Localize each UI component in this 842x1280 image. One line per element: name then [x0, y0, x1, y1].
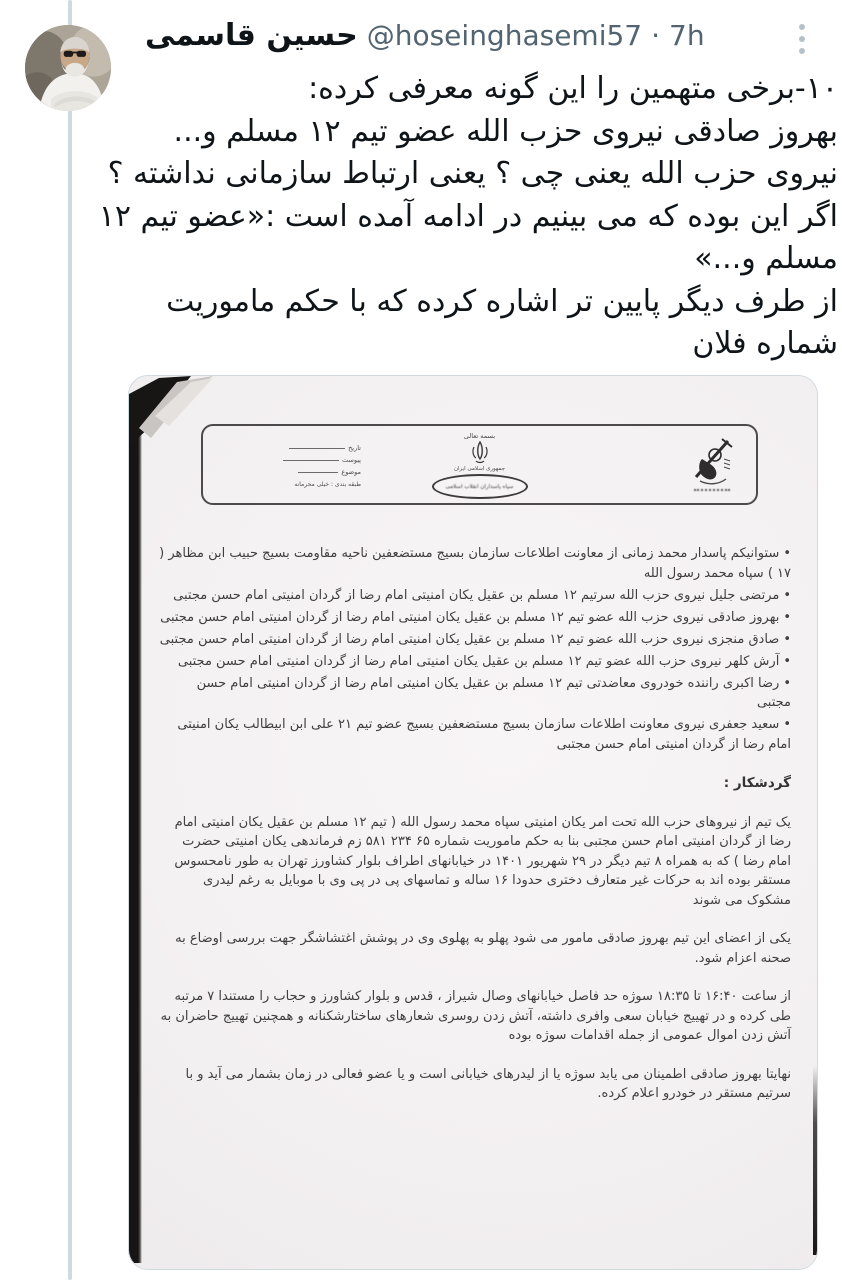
photo-dark-edge [129, 402, 142, 1263]
timestamp[interactable]: 7h [669, 19, 705, 52]
document-body [159, 544, 791, 1104]
iran-emblem-icon [470, 441, 490, 465]
bullet-marker: • [783, 653, 791, 669]
bullet-text: ستوانیکم پاسدار محمد زمانی از معاونت اطلاعات سازمان بسیج مستضعفین ناحیه مقاومت بسیج حبیب ابن مظاهر ( ۱۷ ) سپاه محمد رسول الله [159, 546, 791, 581]
letterhead-center [203, 432, 756, 499]
tweet-text-line: مسلم و...» [694, 241, 838, 276]
document-bullet [159, 630, 791, 650]
sepah-logo-icon [688, 433, 738, 491]
document-paragraph: یک تیم از نیروهای حزب الله تحت امر یکان امنیتی سپاه محمد رسول الله ( تیم ۱۲ مسلم بن عقیل یکان امنیتی امام رضا از گردان امنیتی امام حسن مجتبی بنا به حکم ماموریت شماره ۶۵ ۲۳۴ ۵۸۱ زم فرماندهی یکان امنیتی حضرت امام رضا ) که به همراه ۸ تیم دیگر در ۲۹ شهریور ۱۴۰۱ در خیابانهای اطراف بلوار کشاورز تهران به طور نامحسوس مستقر بوده اند به حرکات غیر متعارف دختری حدودا ۱۶ ساله و تماسهای پی در پی وی با موبایل به رغم لیدری مشکوک می شوند [174, 814, 791, 908]
classification-label: طبقه بندی : خیلی محرمانه [294, 480, 361, 488]
photo-dark-edge-right [813, 1066, 817, 1255]
document-bullet [159, 544, 791, 583]
bullet-text: سعید جعفری نیروی معاونت اطلاعات سازمان بسیج مستضعفین بسیج عضو تیم ۲۱ علی ابن ابیطالب یکان امنیتی امام رضا از گردان امنیتی امام حسن مجتبی [177, 717, 791, 752]
document-paragraph: یکی از اعضای این تیم بهروز صادقی مامور می شود پهلو به پهلوی وی در پوشش اغتشاشگر جهت بررسی اوضاع به صحنه اعزام شود. [175, 931, 791, 966]
document-bullet [159, 674, 791, 713]
bullet-text: بهروز صادقی نیروی حزب الله عضو تیم ۱۲ مسلم بن عقیل یکان امنیتی امام رضا از گردان امنیتی امام حسن مجتبی [160, 609, 780, 625]
tweet-header [145, 18, 772, 53]
document-paragraph: از ساعت ۱۶:۴۰ تا ۱۸:۳۵ سوژه حد فاصل خیابانهای وصال شیراز ، قدس و بلوار کشاورز و حجاب را مستندا ۷ مرتبه طی کرده و در تهییج خیابان سعی وافری داشته، آتش زدن روسری شعارهای ساختارشکنانه و همچنین تهییج حاضران به آتش زدن اموال عمومی از جمله اقدامات سوژه بوده [160, 989, 791, 1043]
tweet-text[interactable] [98, 68, 838, 366]
tweet-text-line: ۱۰-برخی متهمین را این گونه معرفی کرده: [308, 71, 838, 106]
field-label: تاریخ [348, 444, 361, 452]
author-name[interactable]: حسین قاسمی [145, 18, 358, 53]
avatar[interactable] [25, 25, 111, 111]
bullet-marker: • [783, 717, 791, 732]
header-separator: · [651, 19, 661, 52]
tweet-text-line: اگر این بوده که می بینیم در ادامه آمده است :«عضو تیم ۱۲ [98, 198, 838, 234]
bismillah-text: بسمه تعالی [463, 432, 496, 440]
avatar-portrait [25, 25, 111, 111]
more-vertical-icon [799, 24, 805, 54]
bullet-text: صادق منجزی نیروی حزب الله عضو تیم ۱۲ مسلم بن عقیل یکان امنیتی امام رضا از گردان امنیتی امام حسن مجتبی [159, 631, 780, 647]
document-paragraph: نهایتا بهروز صادقی اطمینان می یابد سوژه یا از لیدرهای خیابانی است و یا عضو فعالی در زمان بشمار می آید و با سرتیم مستقر در خودرو اعلام کرده. [185, 1066, 791, 1101]
bullet-text: آرش کلهر نیروی حزب الله عضو تیم ۱۲ مسلم بن عقیل یکان امنیتی امام رضا از گردان امنیتی امام حسن مجتبی [177, 653, 780, 669]
document-bullet [159, 586, 791, 606]
bullet-marker: • [783, 631, 791, 647]
document-letterhead [201, 424, 758, 505]
oval-stamp [432, 474, 528, 499]
bullet-marker: • [783, 675, 791, 691]
tweet-text-line: نیروی حزب الله یعنی چی ؟ یعنی ارتباط سازمانی نداشته ؟ [107, 156, 838, 191]
org-line-text: جمهوری اسلامی ایران [453, 466, 506, 472]
scanned-document-photo [129, 376, 817, 1269]
document-bullet [159, 652, 791, 672]
document-bullet [159, 608, 791, 628]
more-button[interactable] [786, 14, 818, 64]
bullet-marker: • [783, 546, 791, 561]
tweet-text-line: بهروز صادقی نیروی حزب الله عضو تیم ۱۲ مسلم و... [173, 113, 838, 149]
document-bullet [159, 715, 791, 754]
bullet-marker: • [783, 587, 791, 603]
document-section-heading: گردشکار : [723, 775, 791, 791]
author-handle[interactable]: @hoseinghasemi57 [366, 19, 643, 52]
field-label: پیوست [342, 456, 361, 464]
stamp-text: سپاه پاسداران انقلاب اسلامی [445, 483, 514, 490]
bullet-text: رضا اکبری راننده خودروی معاضدتی تیم ۱۲ مسلم بن عقیل یکان امنیتی امام رضا از گردان امنیتی امام حسن مجتبی [196, 675, 791, 710]
field-label: موضوع [341, 468, 361, 476]
tweet-text-line: شماره فلان [692, 326, 838, 361]
tweet-text-line: از طرف دیگر پایین تر اشاره کرده که با حکم ماموریت [166, 283, 838, 319]
thread-connector-line [68, 0, 72, 1280]
sepah-logo-caption [694, 489, 730, 491]
tweet-image-attachment[interactable] [128, 375, 818, 1270]
bullet-text: مرتضی جلیل نیروی حزب الله سرتیم ۱۲ مسلم بن عقیل یکان امنیتی امام رضا از گردان امنیتی امام حسن مجتبی [173, 587, 780, 603]
bullet-marker: • [783, 609, 791, 625]
